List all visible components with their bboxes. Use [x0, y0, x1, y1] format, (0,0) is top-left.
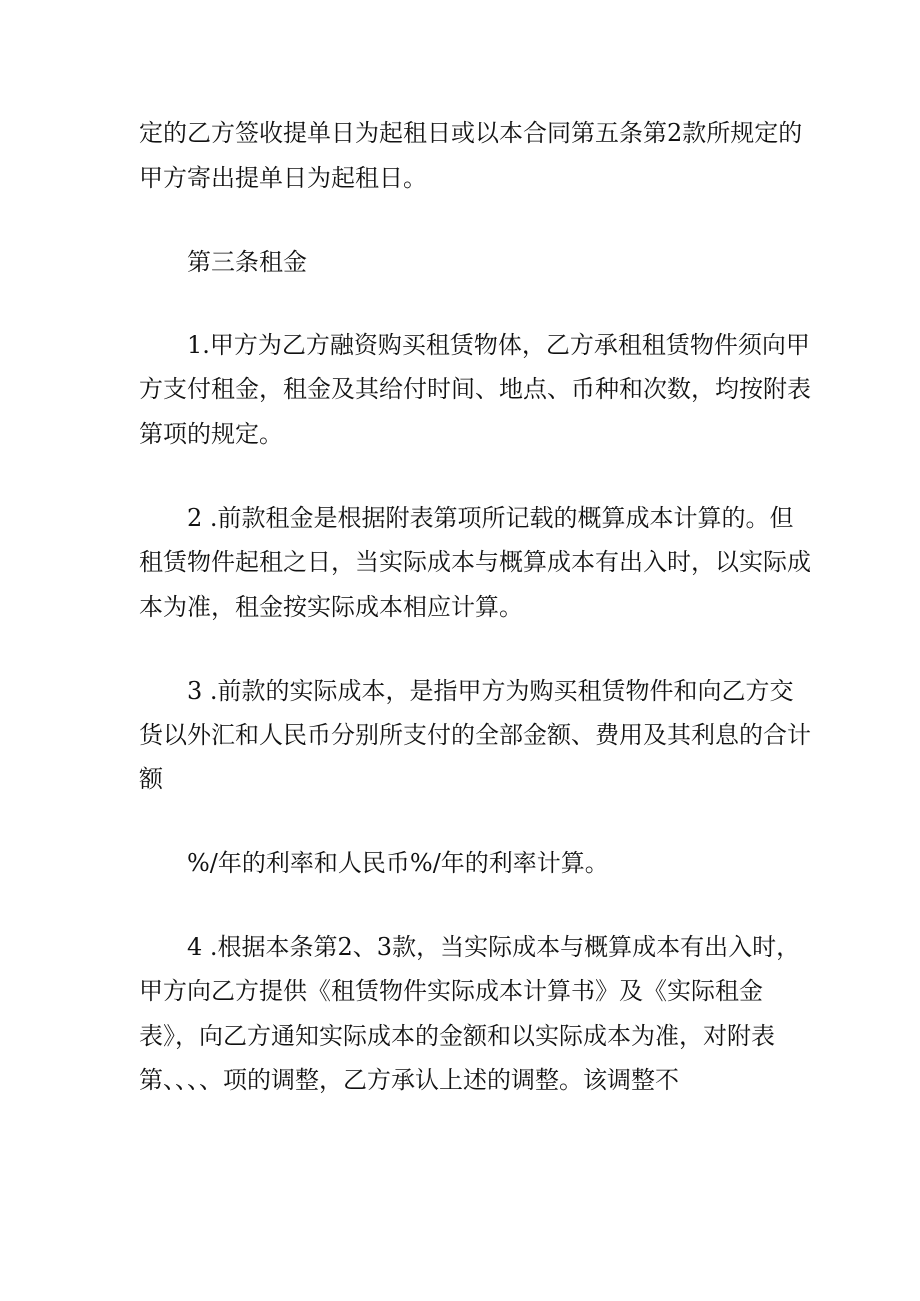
- text-line: 4 .根据本条第2、3款，当实际成本与概算成本有出入时，: [187, 933, 801, 961]
- text-line: 方支付租金，租金及其给付时间、地点、币种和次数，均按附表: [139, 375, 811, 403]
- text-line: 甲方寄出提单日为起租日。: [139, 164, 427, 192]
- text-line: 表》，向乙方通知实际成本的金额和以实际成本为准，对附表: [139, 1022, 775, 1050]
- text-line: 甲方向乙方提供《租赁物件实际成本计算书》及《实际租金: [139, 977, 763, 1005]
- text-line: 租赁物件起租之日，当实际成本与概算成本有出入时，以实际成: [139, 548, 811, 576]
- text-line: 额: [139, 765, 163, 793]
- text-line: 3 .前款的实际成本，是指甲方为购买租赁物件和向乙方交: [187, 677, 794, 705]
- section-heading-text: 第三条租金: [187, 248, 307, 276]
- text-line: 货以外汇和人民币分别所支付的全部金额、费用及其利息的合计: [139, 721, 811, 749]
- text-line: %/年的利率和人民币%/年的利率计算。: [187, 849, 609, 877]
- text-line: 2 .前款租金是根据附表第项所记载的概算成本计算的。但: [187, 504, 794, 532]
- text-line: 定的乙方签收提单日为起租日或以本合同第五条第2款所规定的: [139, 119, 803, 147]
- text-line: 1.甲方为乙方融资购买租赁物体，乙方承租租赁物件须向甲: [187, 331, 810, 359]
- text-line: 第、、、、项的调整，乙方承认上述的调整。该调整不: [139, 1066, 679, 1094]
- text-line: 第项的规定。: [139, 420, 283, 448]
- text-line: 本为准，租金按实际成本相应计算。: [139, 593, 523, 621]
